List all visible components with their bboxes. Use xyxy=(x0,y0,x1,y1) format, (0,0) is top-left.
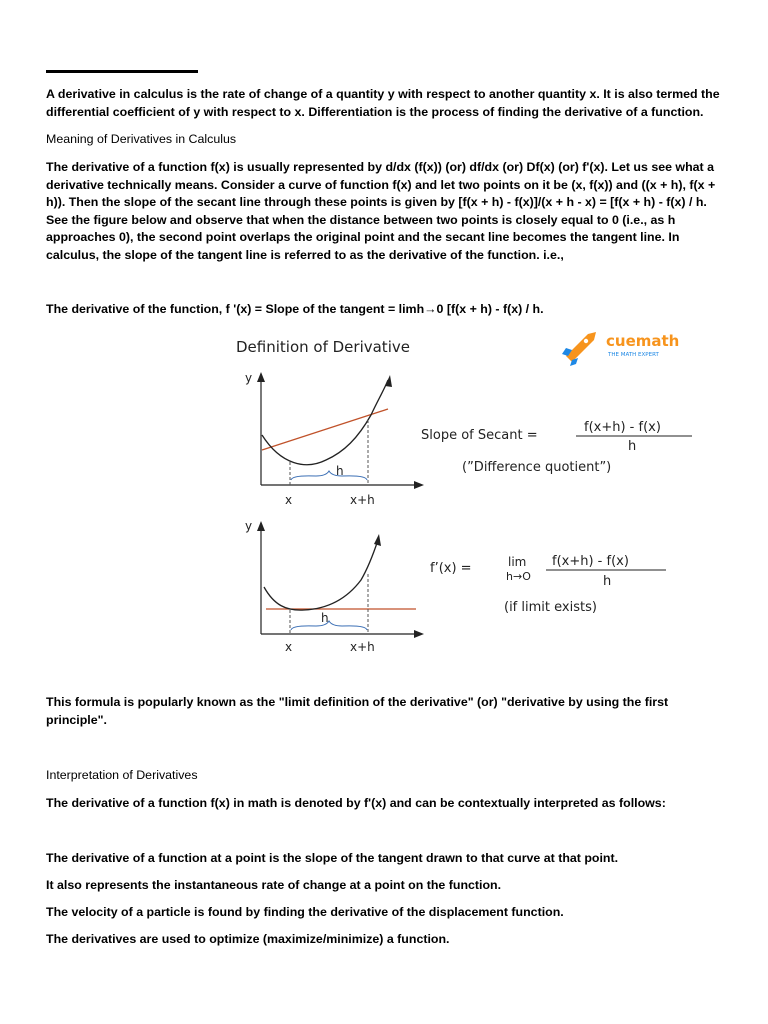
formula-line: The derivative of the function, f '(x) = Slope of the tangent = limh→0 [f(x + h) - f(x) / h. xyxy=(46,302,544,316)
intro-paragraph: A derivative in calculus is the rate of change of a quantity y with respect to another quantity x. It is also termed the differential coefficient of y with respect to x. Differentiation is the process of finding the derivative of a function. xyxy=(46,87,720,119)
xh-label: x+h xyxy=(350,493,375,507)
top-rule xyxy=(46,70,198,73)
after-figure-paragraph: This formula is popularly known as the "limit definition of the derivative" (or) "derivative by using the first principle". xyxy=(46,695,669,727)
derivative-figure xyxy=(226,330,700,660)
heading-meaning: Meaning of Derivatives in Calculus xyxy=(46,132,237,146)
x-arrow-icon xyxy=(414,630,424,638)
x-label: x xyxy=(285,493,293,507)
secant-line xyxy=(262,409,388,450)
h-label: h xyxy=(321,611,329,625)
limit-denominator: h xyxy=(603,574,612,589)
y-axis-label: y xyxy=(245,519,253,533)
logo-tagline: THE MATH EXPERT xyxy=(608,352,659,358)
secant-graph xyxy=(245,371,424,507)
brace-icon xyxy=(291,471,367,480)
figure-title: Definition of Derivative xyxy=(236,338,410,356)
x-arrow-icon xyxy=(414,481,424,489)
cuemath-logo xyxy=(562,332,679,366)
difference-quotient: (”Difference quotient”) xyxy=(462,460,612,475)
if-limit-exists: (if limit exists) xyxy=(504,600,597,615)
curve xyxy=(262,380,388,465)
tangent-graph xyxy=(245,519,424,654)
xh-label: x+h xyxy=(350,640,375,654)
y-arrow-icon xyxy=(257,521,265,531)
x-label: x xyxy=(285,640,293,654)
curve xyxy=(264,540,378,610)
rocket-icon xyxy=(562,332,596,366)
secant-numerator: f(x+h) - f(x) xyxy=(584,420,661,435)
brace-icon xyxy=(291,621,367,630)
secant-label: Slope of Secant = xyxy=(421,428,538,443)
heading-interpretation: Interpretation of Derivatives xyxy=(46,768,198,782)
h-label: h xyxy=(336,464,344,478)
secant-denominator: h xyxy=(628,439,637,454)
interpretation-point: The derivative of a function at a point is the slope of the tangent drawn to that curve at that point. xyxy=(46,851,619,865)
interpretation-intro: The derivative of a function f(x) in math is denoted by f'(x) and can be contextually interpreted as follows: xyxy=(46,796,666,810)
interpretation-point: It also represents the instantaneous rate of change at a point on the function. xyxy=(46,878,502,892)
lim-word: lim xyxy=(508,555,527,569)
fprime-label: f’(x) = xyxy=(430,561,472,576)
interpretation-point: The derivatives are used to optimize (maximize/minimize) a function. xyxy=(46,932,450,946)
curve-arrow-icon xyxy=(374,534,381,546)
curve-arrow-icon xyxy=(385,375,392,387)
logo-text: cuemath xyxy=(606,332,680,350)
lim-subscript: h→O xyxy=(506,570,531,583)
y-arrow-icon xyxy=(257,372,265,382)
meaning-paragraph: The derivative of a function f(x) is usually represented by d/dx (f(x)) (or) df/dx (or) Df(x) (or) f'(x). Let us see what a derivative technically means. Consider a curve of function f(x) and let two points on it be (x, f(x)) and ((x + h), f(x + h)). Then the slope of the secant line through these points is given by [f(x + h) - f(x)]/(x + h - x) = [f(x + h) - f(x) / h. See the figure below and observe that when the distance between two points is closely equal to 0 (i.e., as h approaches 0), the second point overlaps the original point and the secant line becomes the tangent line. In calculus, the slope of the tangent line is referred to as the derivative of the function. i.e., xyxy=(46,160,716,262)
limit-numerator: f(x+h) - f(x) xyxy=(552,554,629,569)
y-axis-label: y xyxy=(245,371,253,385)
interpretation-point: The velocity of a particle is found by finding the derivative of the displacement function. xyxy=(46,905,564,919)
